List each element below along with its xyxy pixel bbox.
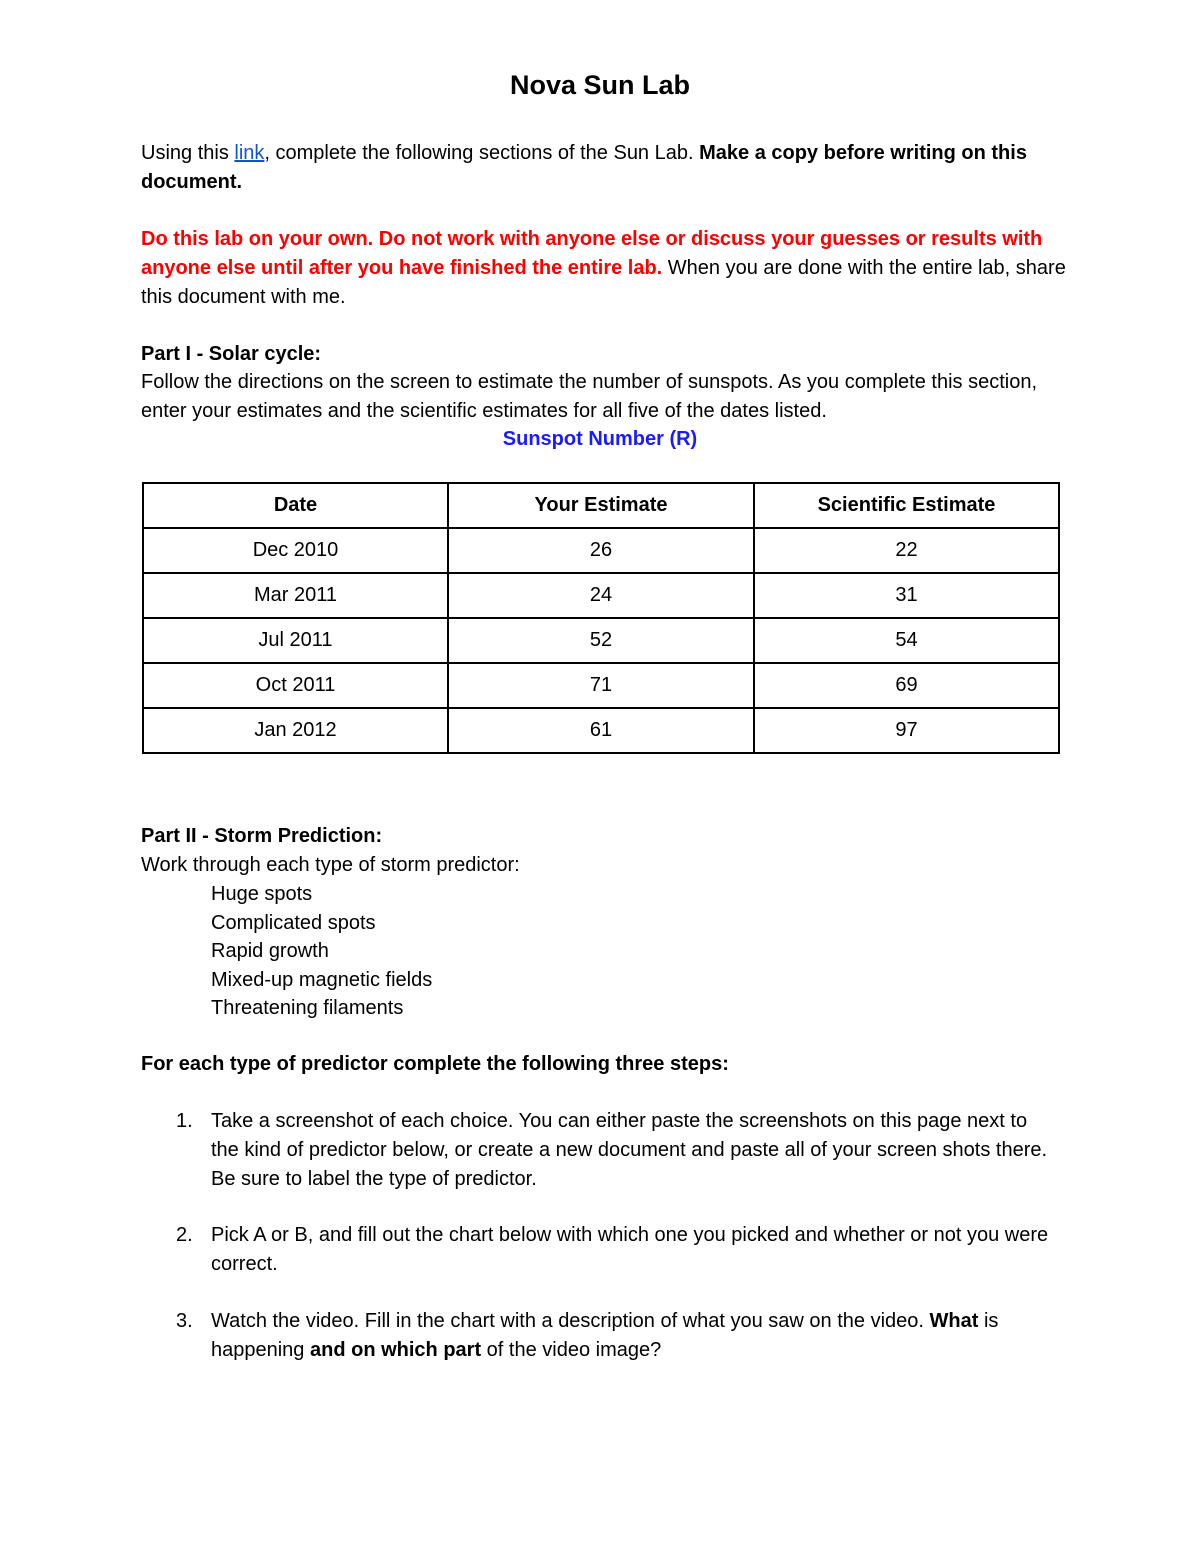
your-estimate-cell: 24 <box>448 573 754 618</box>
scientific-estimate-cell: 31 <box>754 573 1059 618</box>
page-title: Nova Sun Lab <box>509 70 691 100</box>
step-number: 2. <box>176 1224 193 1246</box>
part1-instructions: Follow the directions on the screen to estimate the number of sunspots. As you complete this section, enter your estimates and the scientific estimates for all five of the dates listed. <box>141 371 1038 422</box>
part2-intro: Work through each type of storm predictor: <box>141 854 520 876</box>
warning-text: Do this lab on your own. Do not work with anyone else or discuss your guesses or results with anyone else until after you have finished the entire lab. <box>141 228 1043 279</box>
date-cell: Oct 2011 <box>143 663 448 708</box>
intro-paragraph <box>141 139 1071 197</box>
step-text: Pick A or B, and fill out the chart below with which one you picked and whether or not you were correct. <box>211 1224 1049 1275</box>
step-number: 3. <box>176 1310 193 1332</box>
your-estimate-cell: 26 <box>448 528 754 573</box>
list-item: Rapid growth <box>211 940 329 962</box>
date-cell: Dec 2010 <box>143 528 448 573</box>
steps-heading: For each type of predictor complete the following three steps: <box>141 1053 729 1075</box>
step-text-emphasis: and on which part <box>309 1339 482 1361</box>
column-header-scientific-estimate: Scientific Estimate <box>754 483 1059 528</box>
list-item: Complicated spots <box>211 911 376 934</box>
table-row <box>143 663 1059 708</box>
step-text <box>211 1307 1051 1365</box>
step-text: Take a screenshot of each choice. You can either paste the screenshots on this page next to the kind of predictor below, or create a new document and paste all of your screen shots there. Be sure to label the type of predictor. <box>211 1110 1048 1190</box>
table-row <box>143 573 1059 618</box>
sunspot-table <box>142 482 1060 754</box>
step-number: 1. <box>176 1110 193 1132</box>
your-estimate-cell: 61 <box>448 708 754 753</box>
your-estimate-cell: 52 <box>448 618 754 663</box>
intro-text-continued: , complete the following sections of the Sun Lab. <box>264 142 700 164</box>
table-caption: Sunspot Number (R) <box>502 428 698 450</box>
step-text-part: of the video image? <box>481 1339 662 1361</box>
table-row <box>143 528 1059 573</box>
table-row <box>143 708 1059 753</box>
scientific-estimate-cell: 22 <box>754 528 1059 573</box>
step-text-emphasis: What <box>929 1310 979 1332</box>
column-header-date: Date <box>143 483 448 528</box>
date-cell: Mar 2011 <box>143 573 448 618</box>
date-cell: Jul 2011 <box>143 618 448 663</box>
share-instruction: When you are done with the entire lab, share this document with me. <box>141 257 1066 308</box>
list-item: Mixed-up magnetic fields <box>211 968 433 991</box>
part2-heading: Part II - Storm Prediction: <box>141 825 383 847</box>
scientific-estimate-cell: 97 <box>754 708 1059 753</box>
table-row <box>143 618 1059 663</box>
column-header-your-estimate: Your Estimate <box>448 483 754 528</box>
your-estimate-cell: 71 <box>448 663 754 708</box>
sun-lab-link[interactable]: link <box>234 142 265 164</box>
scientific-estimate-cell: 69 <box>754 663 1059 708</box>
step-text-part: is happening <box>211 1310 999 1361</box>
list-item: Huge spots <box>211 883 313 905</box>
date-cell: Jan 2012 <box>143 708 448 753</box>
list-item: Threatening filaments <box>211 997 404 1019</box>
copy-instruction: Make a copy before writing on this document. <box>141 142 1027 193</box>
step-text-part: Watch the video. Fill in the chart with a description of what you saw on the video. <box>211 1310 930 1332</box>
warning-paragraph <box>141 225 1071 312</box>
table-header-row <box>143 483 1059 528</box>
intro-text: Using this <box>141 142 235 164</box>
part1-heading: Part I - Solar cycle: <box>141 343 322 365</box>
predictor-list <box>211 880 432 1023</box>
scientific-estimate-cell: 54 <box>754 618 1059 663</box>
